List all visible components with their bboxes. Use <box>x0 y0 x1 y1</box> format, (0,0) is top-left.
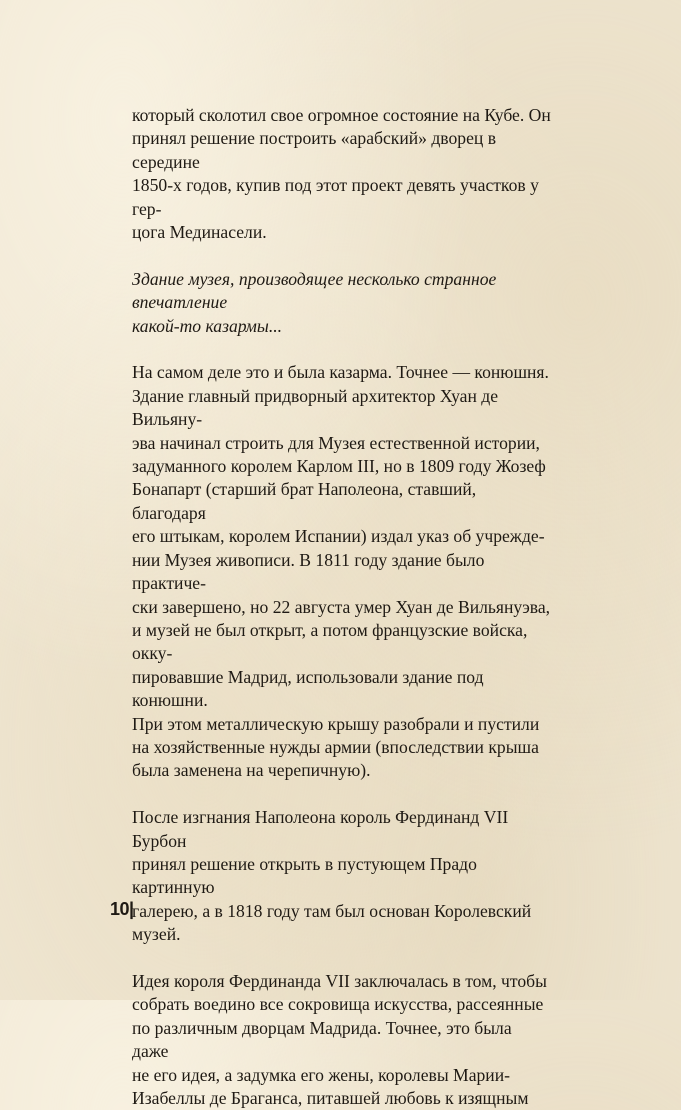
page-body <box>132 104 552 1110</box>
paragraph-ferdinand-idea: Идея короля Фердинанда VII заключалась в том, чтобы собрать воедино все сокровища искусства, рассеянные по различным дворцам Мадрида. Точнее, это была даже не его идея, а задумка его жены, королевы Марии- Изабеллы де Браганса, питавшей любовь к изящным <box>132 970 547 1108</box>
paragraph-stable-history: На самом деле это и была казарма. Точнее — конюшня. Здание главный придворный архитектор Хуан де Вильяну- эва начинал строить для Музея естественной истории, задуманного королем Карлом III, но в 1809 году Жозеф Бонапарт (старший брат Наполеона, ставший, благодаря его штыкам, королем Испании) издал указ об учрежде- нии Музея живописи. В 1811 году здание было практиче- ски завершено, но 22 августа умер Хуан де Вильянуэва, и музей не был открыт, а потом французские войска, окку- пировавшие Мадрид, использовали здание под конюшни. При этом металлическую крышу разобрали и пустили на хозяйственные нужды армии (впоследствии крыша была заменена на черепичную). <box>132 362 551 781</box>
interview-question: Здание музея, производящее несколько странное впечатление какой-то казармы... <box>132 268 497 336</box>
paragraph-royal-museum: После изгнания Наполеона король Фердинанд VII Бурбон принял решение открыть в пустующем Прадо картинную галерею, а в 1818 году там был основан Королевский музей. <box>132 807 532 945</box>
page-number: 10| <box>110 899 134 919</box>
paragraph-intro-continuation: который сколотил свое огромное состояние на Кубе. Он принял решение построить «арабский» дворец в середине 1850-х годов, купив под этот проект девять участков у гер- цога Мединасели. <box>132 105 551 243</box>
